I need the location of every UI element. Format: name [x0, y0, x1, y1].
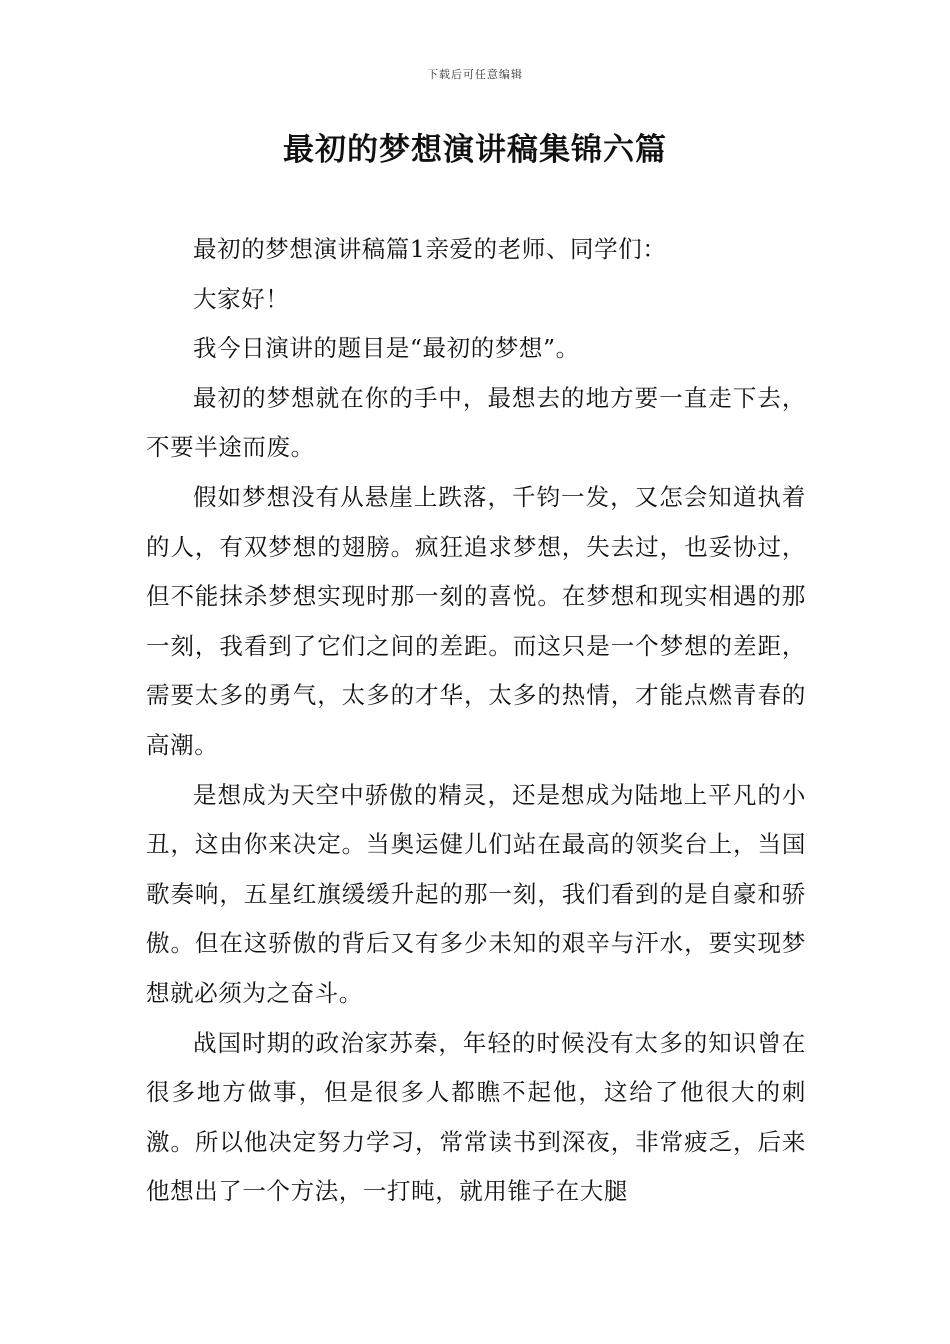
paragraph-topic: 我今日演讲的题目是“最初的梦想”。	[193, 334, 580, 363]
paragraph-salutation: 最初的梦想演讲稿篇1亲爱的老师、同学们：	[193, 235, 667, 263]
paragraph: 是想成为天空中骄傲的精灵，还是想成为陆地上平凡的小丑，这由你来决定。当奥运健儿们站在最高的领奖台上，当国歌奏响，五星红旗缓缓升起的那一刻，我们看到的是自豪和骄傲。但在这骄傲的背后又有多少未知的艰辛与汗水，要实现梦想就必须为之奋斗。	[146, 780, 806, 1007]
paragraph: 假如梦想没有从悬崖上跌落，千钧一发，又怎会知道执着的人，有双梦想的翅膀。疯狂追求梦想，失去过，也妥协过，但不能抹杀梦想实现时那一刻的喜悦。在梦想和现实相遇的那一刻，我看到了它们之间的差距。而这只是一个梦想的差距，需要太多的勇气，太多的才华，太多的热情，才能点燃青春的高潮。	[146, 482, 806, 759]
document-title: 最初的梦想演讲稿集锦六篇	[283, 132, 667, 168]
paragraph: 战国时期的政治家苏秦，年轻的时候没有太多的知识曾在很多地方做事，但是很多人都瞧不起他，这给了他很大的刺激。所以他决定努力学习，常常读书到深夜，非常疲乏，后来他想出了一个方法，一打盹，就用锥子在大腿	[146, 1028, 806, 1206]
document-body	[146, 225, 806, 1217]
paragraph: 最初的梦想就在你的手中，最想去的地方要一直走下去，不要半途而废。	[146, 383, 806, 462]
paragraph-greeting: 大家好！	[193, 284, 290, 313]
header-note: 下载后可任意编辑	[427, 68, 523, 81]
